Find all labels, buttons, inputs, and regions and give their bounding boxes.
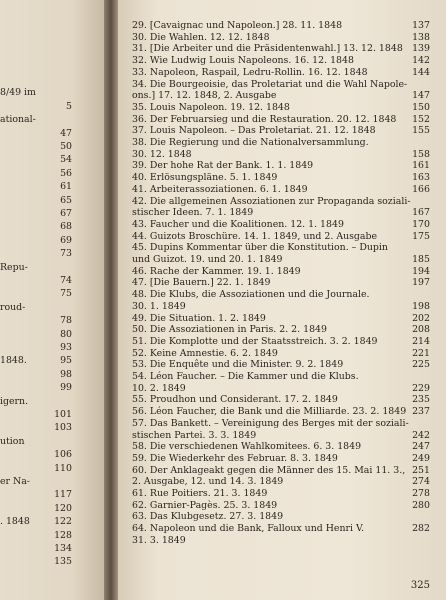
right_page-entry-page-number: 144 <box>412 66 430 78</box>
left_page-entry-title: er Na- <box>0 476 30 487</box>
right_page-entry-page-number: 197 <box>412 277 430 289</box>
right_page-entry-title: 2. Ausgabe, 12. und 14. 3. 1849 <box>132 476 284 488</box>
right_page-entry-page-number: 198 <box>412 300 430 312</box>
right_page-entry-page-number: 163 <box>412 172 430 184</box>
right_page-entry-page-number: 249 <box>412 452 430 464</box>
left_page-entry-title: ational- <box>0 114 36 126</box>
right_page-entry-title: 55. Proudhon und Considerant. 17. 2. 1849 <box>132 394 338 406</box>
right_page-entry-title: 60. Der Anklageakt gegen die Männer des 15. Mai 11. 3., <box>132 464 406 476</box>
right_page-entry-title: 59. Die Wiederkehr des Februar. 8. 3. 1849 <box>132 452 338 464</box>
right_page-entry-page-number: 167 <box>412 207 430 219</box>
left_page-entry-page-number: 128 <box>54 529 72 541</box>
right_page-entry-title: 40. Erlösungspläne. 5. 1. 1849 <box>132 172 278 184</box>
right_page-entry-page-number: 208 <box>412 324 430 336</box>
right_page-entry-title: 62. Garnier-Pagès. 25. 3. 1849 <box>132 499 278 511</box>
right_page-entry-title: 31. [Die Arbeiter und die Präsidentenwahl.] 13. 12. 1848 <box>132 43 403 55</box>
left_page-entry-page-number: 78 <box>60 315 72 327</box>
right_page-entry-page-number: 185 <box>412 254 430 265</box>
right_page-entry-page-number: 229 <box>412 382 430 394</box>
right_page-entry-page-number: 137 <box>412 20 430 31</box>
right_page-entry-page-number: 152 <box>412 113 430 125</box>
right_page-entry-page-number: 278 <box>412 488 430 499</box>
left_page-entry-page-number: 56 <box>60 167 72 179</box>
right_page-entry-title: 45. Dupins Kommentar über die Konstitution. – Dupin <box>132 242 388 254</box>
right-page <box>118 0 446 600</box>
left-page <box>0 0 104 600</box>
left_page-entry-page-number: 5 <box>66 100 72 112</box>
right_page-entry-title: 46. Rache der Kammer. 19. 1. 1849 <box>132 265 301 277</box>
right_page-entry-title: 51. Die Komplotte und der Staatsstreich. 3. 2. 1849 <box>132 335 378 347</box>
left_page-entry-page-number: 134 <box>54 543 72 554</box>
right_page-entry-title: 38. Die Regierung und die Nationalversammlung. <box>132 137 369 148</box>
right_page-entry-title: 64. Napoleon und die Bank, Falloux und Henri V. <box>132 523 365 535</box>
right_page-entry-title: 49. Die Situation. 1. 2. 1849 <box>132 312 266 324</box>
right_page-entry-page-number: 221 <box>412 347 430 359</box>
right_page-entry-title: 32. Wie Ludwig Louis Napoleons. 16. 12. 1848 <box>132 55 354 67</box>
left_page-entry-title: Repu- <box>0 261 28 273</box>
right_page-entry-title: 50. Die Assoziationen in Paris. 2. 2. 1849 <box>132 324 327 336</box>
left_page-entry-page-number: 98 <box>60 368 72 380</box>
right_page-entry-title: 39. Der hohe Rat der Bank. 1. 1. 1849 <box>132 160 314 172</box>
right_page-entry-title: 33. Napoleon, Raspail, Ledru-Rollin. 16. 12. 1848 <box>132 66 368 78</box>
left_page-entry-title: roud- <box>0 301 26 313</box>
right_page-entry-page-number: 194 <box>412 265 430 277</box>
left_page-entry-page-number: 50 <box>60 141 72 152</box>
right_page-entry-page-number: 139 <box>412 43 430 55</box>
right_page-entry-page-number: 161 <box>412 160 430 172</box>
right_page-entry-page-number: 202 <box>412 312 430 324</box>
left_page-entry-page-number: 106 <box>54 449 72 461</box>
left_page-entry-page-number: 122 <box>54 516 72 528</box>
left_page-entry-page-number: 101 <box>54 409 72 420</box>
left_page-entry-page-number: 75 <box>60 288 72 300</box>
left_page-entry-page-number: 65 <box>60 194 72 206</box>
right_page-entry-page-number: 237 <box>412 406 430 418</box>
right_page-entry-title: 41. Arbeiterassoziationen. 6. 1. 1849 <box>132 183 308 195</box>
left_page-entry-page-number: 93 <box>60 342 72 353</box>
page-number: 325 <box>410 580 430 591</box>
right_page-entry-page-number: 214 <box>412 335 430 347</box>
right_page-entry-title: 53. Die Enquête und die Minister. 9. 2. 1849 <box>132 359 344 371</box>
left_page-entry-page-number: 80 <box>60 328 72 340</box>
book-gutter <box>104 0 118 600</box>
right_page-entry-title: stischer Ideen. 7. 1. 1849 <box>132 207 254 219</box>
right_page-entry-page-number: 147 <box>412 90 430 102</box>
right_page-entry-page-number: 282 <box>412 523 430 535</box>
right_page-entry-title: ons.] 17. 12. 1848, 2. Ausgabe <box>132 90 277 102</box>
right_page-entry-title: 57. Das Bankett. – Vereinigung des Berges mit der soziali- <box>132 417 409 429</box>
left_page-entry-page-number: 95 <box>60 355 72 367</box>
left_page-entry-page-number: 54 <box>60 154 72 166</box>
right_page-entry-title: 43. Faucher und die Koalitionen. 12. 1. 1849 <box>132 218 344 230</box>
right_page-entry-title: 30. Die Wahlen. 12. 12. 1848 <box>132 31 270 43</box>
right_page-entry-title: 56. Léon Faucher, die Bank und die Milliarde. 23. 2. 1849 <box>132 406 407 418</box>
left_page-entry-page-number: 61 <box>60 181 72 193</box>
right_page-entry-title: 37. Louis Napoleon. – Das Proletariat. 21. 12. 1848 <box>132 125 376 137</box>
right_page-entry-title: 34. Die Bourgeoisie, das Proletariat und die Wahl Napole- <box>132 78 408 90</box>
left_page-entry-page-number: 67 <box>60 208 72 219</box>
left_page-entry-page-number: 74 <box>60 275 72 286</box>
left_page-entry-title: ution <box>0 435 25 447</box>
left_page-entry-title: 1848. <box>0 355 27 367</box>
right_page-entry-title: 30. 1. 1849 <box>132 300 186 312</box>
right_page-entry-title: 36. Der Februarsieg und die Restauration. 20. 12. 1848 <box>132 113 397 125</box>
right_page-entry-page-number: 155 <box>412 125 430 137</box>
right_page-entry-title: 58. Die verschiedenen Wahlkomitees. 6. 3. 1849 <box>132 441 362 453</box>
left_page-entry-page-number: 117 <box>54 489 72 501</box>
left_page-entry-page-number: 120 <box>54 502 72 514</box>
right_page-entry-title: 42. Die allgemeinen Assoziationen zur Propaganda soziali- <box>132 195 411 207</box>
left_page-entry-page-number: 110 <box>54 462 72 474</box>
right_page-entry-page-number: 175 <box>412 230 430 242</box>
right_page-entry-title: stischen Partei. 3. 3. 1849 <box>132 429 257 441</box>
right_page-entry-title: 29. [Cavaignac und Napoleon.] 28. 11. 1848 <box>132 20 343 31</box>
left_page-entry-title: . 1848 <box>0 516 30 528</box>
right_page-entry-page-number: 150 <box>412 101 430 113</box>
left_page-entry-page-number: 99 <box>60 382 72 394</box>
left_page-entry-page-number: 47 <box>60 127 72 139</box>
right_page-entry-page-number: 142 <box>412 55 430 67</box>
right_page-entry-title: 47. [Die Bauern.] 22. 1. 1849 <box>132 277 271 289</box>
right_page-entry-page-number: 280 <box>412 499 430 511</box>
right_page-entry-title: 10. 2. 1849 <box>132 382 186 394</box>
left_page-entry-page-number: 69 <box>60 234 72 246</box>
right_page-entry-title: 31. 3. 1849 <box>132 534 186 546</box>
right_page-entry-page-number: 166 <box>412 183 430 195</box>
left_page-entry-title: 8/49 im <box>0 87 36 99</box>
right_page-entry-title: 63. Das Klubgesetz. 27. 3. 1849 <box>132 511 284 523</box>
right_page-entry-page-number: 170 <box>412 218 430 230</box>
right_page-entry-page-number: 242 <box>412 429 430 441</box>
right_page-entry-title: und Guizot. 19. und 20. 1. 1849 <box>132 254 283 265</box>
right_page-entry-page-number: 225 <box>412 359 430 371</box>
right_page-entry-page-number: 158 <box>412 148 430 160</box>
left_page-entry-title: igern. <box>0 395 29 407</box>
right_page-entry-title: 48. Die Klubs, die Assoziationen und die Journale. <box>132 289 370 301</box>
right_page-entry-title: 44. Guizots Broschüre. 14. 1. 1849, und 2. Ausgabe <box>132 230 378 242</box>
right_page-entry-title: 54. Léon Faucher. – Die Kammer und die Klubs. <box>132 371 359 382</box>
left_page-entry-page-number: 135 <box>54 556 72 568</box>
left_page-entry-page-number: 73 <box>60 248 72 260</box>
right_page-entry-page-number: 247 <box>412 441 430 453</box>
left_page-entry-page-number: 103 <box>54 422 72 434</box>
right_page-entry-title: 30. 12. 1848 <box>132 148 192 160</box>
right_page-entry-page-number: 235 <box>412 394 430 406</box>
right_page-entry-title: 35. Louis Napoleon. 19. 12. 1848 <box>132 101 290 113</box>
right_page-entry-title: 52. Keine Amnestie. 6. 2. 1849 <box>132 347 278 359</box>
right_page-entry-page-number: 251 <box>412 464 430 476</box>
left_page-entry-page-number: 68 <box>60 221 72 233</box>
right_page-entry-page-number: 138 <box>412 31 430 43</box>
right_page-entry-title: 61. Rue Poitiers. 21. 3. 1849 <box>132 488 268 499</box>
right_page-entry-page-number: 274 <box>412 476 430 488</box>
